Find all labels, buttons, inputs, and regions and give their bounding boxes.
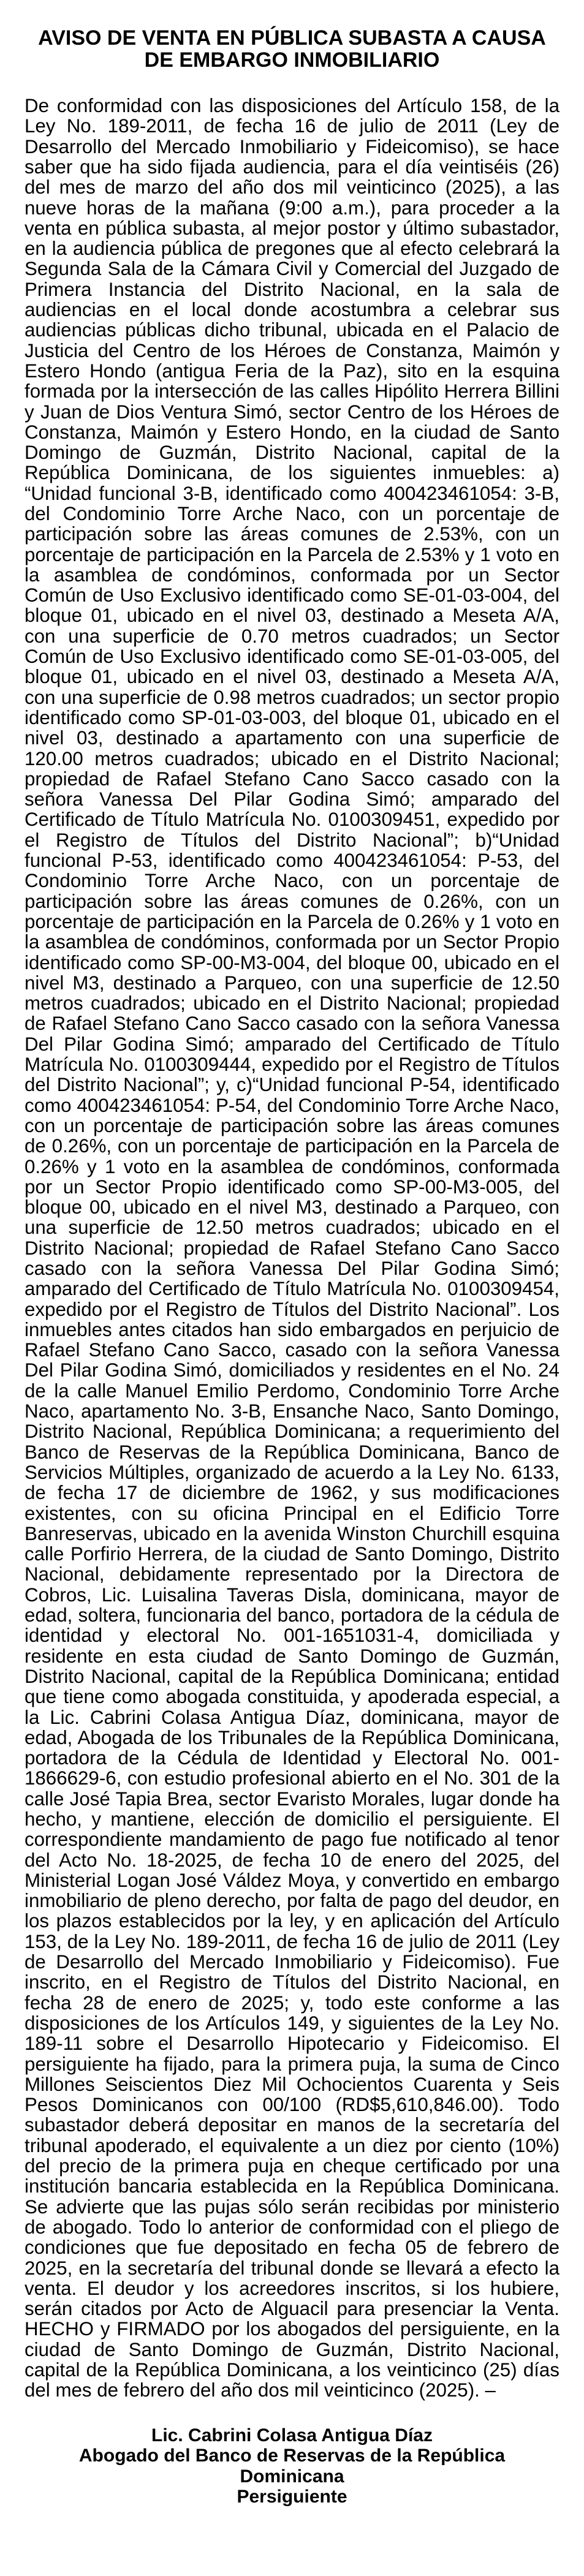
signature-block: [25, 2425, 559, 2507]
legal-notice: [25, 27, 559, 2507]
signer-name: Lic. Cabrini Colasa Antigua Díaz: [151, 2425, 433, 2446]
notice-body: De conformidad con las disposiciones del Artículo 158, de la Ley No. 189-2011, de fecha 16 de julio de 2011 (Ley de Desarrollo del Mercado Inmobiliario y Fideicomiso), se hace saber que ha sido fijada audiencia, para el día veintiséis (26) del mes de marzo del año dos mil veinticinco (2025), a las nueve horas de la mañana (9:00 a.m.), para proceder a la venta en pública subasta, al mejor postor y último subastador, en la audiencia pública de pregones que al efecto celebrará la Segunda Sala de la Cámara Civil y Comercial del Juzgado de Primera Instancia del Distrito Nacional, en la sala de audiencias en el local donde acostumbra a celebrar sus audiencias públicas dicho tribunal, ubicada en el Palacio de Justicia del Centro de los Héroes de Constanza, Maimón y Estero Hondo (antigua Feria de la Paz), sito en la esquina formada por la intersección de las calles Hipólito Herrera Billini y Juan de Dios Ventura Simó, sector Centro de los Héroes de Constanza, Maimón y Estero Hondo, en la ciudad de Santo Domingo de Guzmán, Distrito Nacional, capital de la República Dominicana, de los siguientes inmuebles: a) “Unidad funcional 3-B, identificado como 400423461054: 3-B, del Condominio Torre Arche Naco, con un porcentaje de participación sobre las áreas comunes de 2.53%, con un porcentaje de participación en la Parcela de 2.53% y 1 voto en la asamblea de condóminos, conformada por un Sector Común de Uso Exclusivo identificado como SE-01-03-004, del bloque 01, ubicado en el nivel 03, destinado a Meseta A/A, con una superficie de 0.70 metros cuadrados; un Sector Común de Uso Exclusivo identificado como SE-01-03-005, del bloque 01, ubicado en el nivel 03, destinado a Meseta A/A, con una superficie de 0.98 metros cuadrados; un sector propio identificado como SP-01-03-003, del bloque 01, ubicado en el nivel 03, destinado a apartamento con una superficie de 120.00 metros cuadrados; ubicado en el Distrito Nacional; propiedad de Rafael Stefano Cano Sacco casado con la señora Vanessa Del Pilar Godina Simó; amparado del Certificado de Título Matrícula No. 0100309451, expedido por el Registro de Títulos del Distrito Nacional”; b)“Unidad funcional P-53, identificado como 400423461054: P-53, del Condominio Torre Arche Naco, con un porcentaje de participación sobre las áreas comunes de 0.26%, con un porcentaje de participación en la Parcela de 0.26% y 1 voto en la asamblea de condóminos, conformada por un Sector Propio identificado como SP-00-M3-004, del bloque 00, ubicado en el nivel M3, destinado a Parqueo, con una superficie de 12.50 metros cuadrados; ubicado en el Distrito Nacional; propiedad de Rafael Stefano Cano Sacco casado con la señora Vanessa Del Pilar Godina Simó; amparado del Certificado de Título Matrícula No. 0100309444, expedido por el Registro de Títulos del Distrito Nacional”; y, c)“Unidad funcional P-54, identificado como 400423461054: P-54, del Condominio Torre Arche Naco, con un porcentaje de participación sobre las áreas comunes de 0.26%, con un porcentaje de participación en la Parcela de 0.26% y 1 voto en la asamblea de condóminos, conformada por un Sector Propio identificado como SP-00-M3-005, del bloque 00, ubicado en el nivel M3, destinado a Parqueo, con una superficie de 12.50 metros cuadrados; ubicado en el Distrito Nacional; propiedad de Rafael Stefano Cano Sacco casado con la señora Vanessa Del Pilar Godina Simó; amparado del Certificado de Título Matrícula No. 0100309454, expedido por el Registro de Títulos del Distrito Nacional”. Los inmuebles antes citados han sido embargados en perjuicio de Rafael Stefano Cano Sacco, casado con la señora Vanessa Del Pilar Godina Simó, domiciliados y residentes en el No. 24 de la calle Manuel Emilio Perdomo, Condominio Torre Arche Naco, apartamento No. 3-B, Ensanche Naco, Santo Domingo, Distrito Nacional, República Dominicana; a requerimiento del Banco de Reservas de la República Dominicana, Banco de Servicios Múltiples, organizado de acuerdo a la Ley No. 6133, de fecha 17 de diciembre de 1962, y sus modificaciones existentes, con su oficina Principal en el Edificio Torre Banreservas, ubicado en la avenida Winston Churchill esquina calle Porfirio Herrera, de la ciudad de Santo Domingo, Distrito Nacional, debidamente representado por la Directora de Cobros, Lic. Luisalina Taveras Disla, dominicana, mayor de edad, soltera, funcionaria del banco, portadora de la cédula de identidad y electoral No. 001-1651031-4, domiciliada y residente en esta ciudad de Santo Domingo de Guzmán, Distrito Nacional, capital de la República Dominicana; entidad que tiene como abogada constituida, y apoderada especial, a la Lic. Cabrini Colasa Antigua Díaz, dominicana, mayor de edad, Abogada de los Tribunales de la República Dominicana, portadora de la Cédula de Identidad y Electoral No. 001-1866629-6, con estudio profesional abierto en el No. 301 de la calle José Tapia Brea, sector Evaristo Morales, lugar donde ha hecho, y mantiene, elección de domicilio el persiguiente. El correspondiente mandamiento de pago fue notificado al tenor del Acto No. 18-2025, de fecha 10 de enero del 2025, del Ministerial Logan José Váldez Moya, y convertido en embargo inmobiliario de pleno derecho, por falta de pago del deudor, en los plazos establecidos por la ley, y en aplicación del Artículo 153, de la Ley No. 189-2011, de fecha 16 de julio de 2011 (Ley de Desarrollo del Mercado Inmobiliario y Fideicomiso). Fue inscrito, en el Registro de Títulos del Distrito Nacional, en fecha 28 de enero de 2025; y, todo este conforme a las disposiciones de los Artículos 149, y siguientes de la Ley No. 189-11 sobre el Desarrollo Hipotecario y Fideicomiso. El persiguiente ha fijado, para la primera puja, la suma de Cinco Millones Seiscientos Diez Mil Ochocientos Cuarenta y Seis Pesos Dominicanos con 00/100 (RD$5,610,846.00). Todo subastador deberá depositar en manos de la secretaría del tribunal apoderado, el equivalente a un diez por ciento (10%) del precio de la primera puja en cheque certificado por una institución bancaria establecida en la República Dominicana. Se advierte que las pujas sólo serán recibidas por ministerio de abogado. Todo lo anterior de conformidad con el pliego de condiciones que fue depositado en fecha 05 de febrero de 2025, en la secretaría del tribunal donde se llevará a efecto la venta. El deudor y los acreedores inscritos, si los hubiere, serán citados por Acto de Alguacil para presenciar la Venta. HECHO y FIRMADO por los abogados del persiguiente, en la ciudad de Santo Domingo de Guzmán, Distrito Nacional, capital de la República Dominicana, a los veinticinco (25) días del mes de febrero del año dos mil veinticinco (2025). –: [25, 95, 559, 2401]
signer-role: Abogado del Banco de Reservas de la República Dominicana: [78, 2446, 506, 2487]
notice-title: AVISO DE VENTA EN PÚBLICA SUBASTA A CAUSA DE EMBARGO INMOBILIARIO: [38, 26, 546, 72]
signer-party: Persiguiente: [237, 2487, 347, 2507]
